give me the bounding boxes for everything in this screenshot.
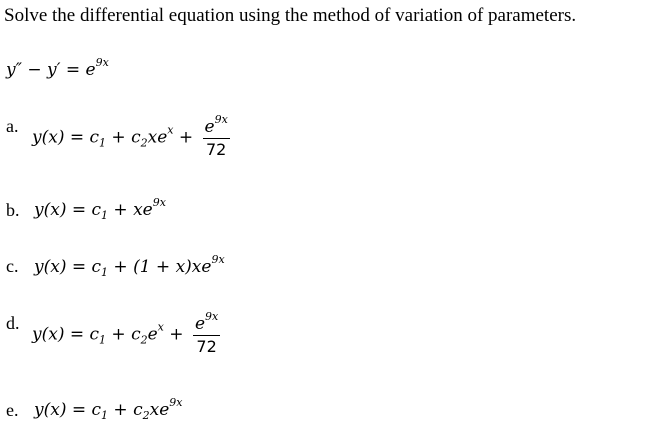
option-d-term: e (147, 324, 158, 345)
equation-exponent: 9x (95, 56, 109, 69)
option-d-mid: + c (106, 324, 141, 345)
differential-equation (6, 56, 109, 80)
option-a-num-base: e (204, 117, 215, 137)
option-a-denominator: 72 (206, 140, 227, 159)
option-d-num-base: e (194, 314, 206, 334)
option-c-expression[interactable] (34, 253, 225, 279)
option-a-term-exp: x (167, 123, 174, 137)
option-e-mid: + c (108, 400, 143, 420)
option-d-sub2: 2 (140, 333, 148, 347)
option-d-prefix: y(x) = c (32, 324, 100, 345)
option-e-term: xe (149, 400, 170, 420)
option-a-term: xe (147, 127, 168, 148)
option-a-mid: + c (106, 127, 141, 148)
option-d-plus: + (163, 324, 184, 345)
option-a-plus: + (173, 127, 194, 148)
option-a-expression[interactable] (32, 113, 230, 159)
option-a-sub2: 2 (140, 136, 148, 150)
option-e-prefix: y(x) = c (34, 400, 102, 420)
option-c-sub1: 1 (101, 266, 109, 279)
option-b-letter: b. (6, 200, 20, 220)
question-prompt: Solve the differential equation using the method of variation of parameters. (4, 5, 577, 26)
option-c-exp: 9x (211, 253, 225, 266)
option-b-mid: + xe (108, 200, 153, 220)
option-d-sub1: 1 (99, 333, 107, 347)
option-e-letter: e. (6, 400, 19, 420)
option-d-denominator: 72 (196, 337, 217, 356)
option-e-exp: 9x (169, 396, 183, 409)
option-e-expression[interactable] (34, 396, 183, 422)
option-a-sub1: 1 (99, 136, 107, 150)
option-b-prefix: y(x) = c (34, 200, 102, 220)
option-d-letter: d. (6, 313, 20, 333)
option-a-prefix: y(x) = c (32, 127, 100, 148)
option-a-letter: a. (6, 116, 19, 136)
option-d-fraction (193, 310, 220, 356)
option-e-sub2: 2 (142, 409, 150, 422)
equation-lhs: y″ − y′ = e (6, 60, 96, 80)
option-c-prefix: y(x) = c (34, 257, 102, 277)
option-e-sub1: 1 (101, 409, 109, 422)
option-a-fraction (203, 113, 230, 159)
option-b-exp: 9x (152, 196, 166, 209)
option-c-mid: + (1 + x)xe (108, 257, 212, 277)
option-d-num-exp: 9x (205, 310, 219, 323)
option-d-expression[interactable] (32, 310, 220, 356)
option-c-letter: c. (6, 256, 19, 276)
option-a-num-exp: 9x (214, 113, 228, 126)
option-d-term-exp: x (157, 320, 164, 334)
option-b-expression[interactable] (34, 196, 166, 222)
option-b-sub1: 1 (101, 209, 109, 222)
